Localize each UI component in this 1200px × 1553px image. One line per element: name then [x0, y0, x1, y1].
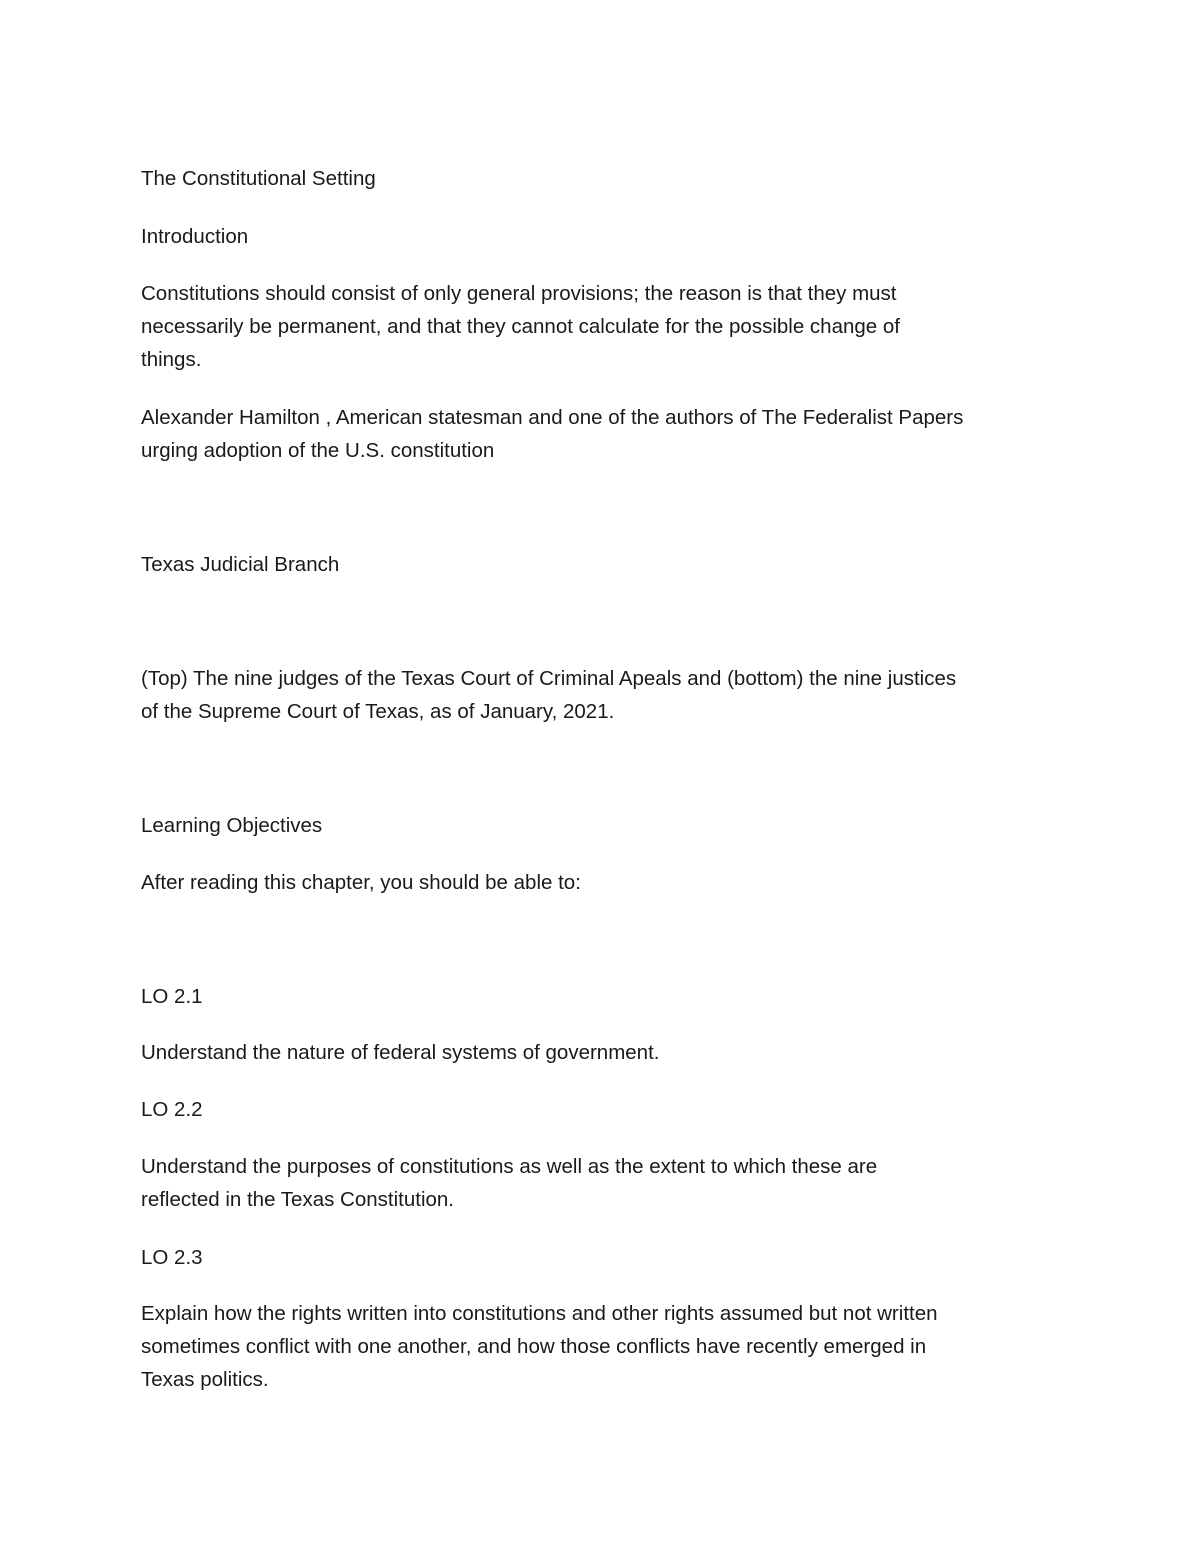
- objective-code: LO 2.3: [141, 1246, 203, 1269]
- attribution-line: Alexander Hamilton , American statesman and one of the authors of The Federalist Papers: [141, 406, 964, 429]
- attribution-line: urging adoption of the U.S. constitution: [141, 439, 495, 462]
- objective-text: Understand the purposes of constitutions as well as the extent to which these are: [141, 1155, 878, 1178]
- objective-code: LO 2.1: [141, 985, 203, 1008]
- caption-line: of the Supreme Court of Texas, as of January, 2021.: [141, 700, 615, 723]
- document-title: The Constitutional Setting: [141, 167, 376, 190]
- quote-line: Constitutions should consist of only general provisions; the reason is that they must: [141, 282, 897, 305]
- objectives-intro: After reading this chapter, you should be able to:: [141, 871, 581, 894]
- caption-line: (Top) The nine judges of the Texas Court of Criminal Apeals and (bottom) the nine justices: [141, 667, 957, 690]
- quote-line: things.: [141, 348, 202, 371]
- objective-text: sometimes conflict with one another, and how those conflicts have recently emerged in: [141, 1335, 927, 1358]
- objective-code: LO 2.2: [141, 1098, 203, 1121]
- objective-text: Understand the nature of federal systems of government.: [141, 1041, 660, 1064]
- judicial-branch-heading: Texas Judicial Branch: [141, 553, 340, 576]
- quote-line: necessarily be permanent, and that they cannot calculate for the possible change of: [141, 315, 900, 338]
- introduction-heading: Introduction: [141, 225, 249, 248]
- objective-text: Texas politics.: [141, 1368, 269, 1391]
- objective-text: Explain how the rights written into constitutions and other rights assumed but not written: [141, 1302, 938, 1325]
- objective-text: reflected in the Texas Constitution.: [141, 1188, 454, 1211]
- learning-objectives-heading: Learning Objectives: [141, 814, 323, 837]
